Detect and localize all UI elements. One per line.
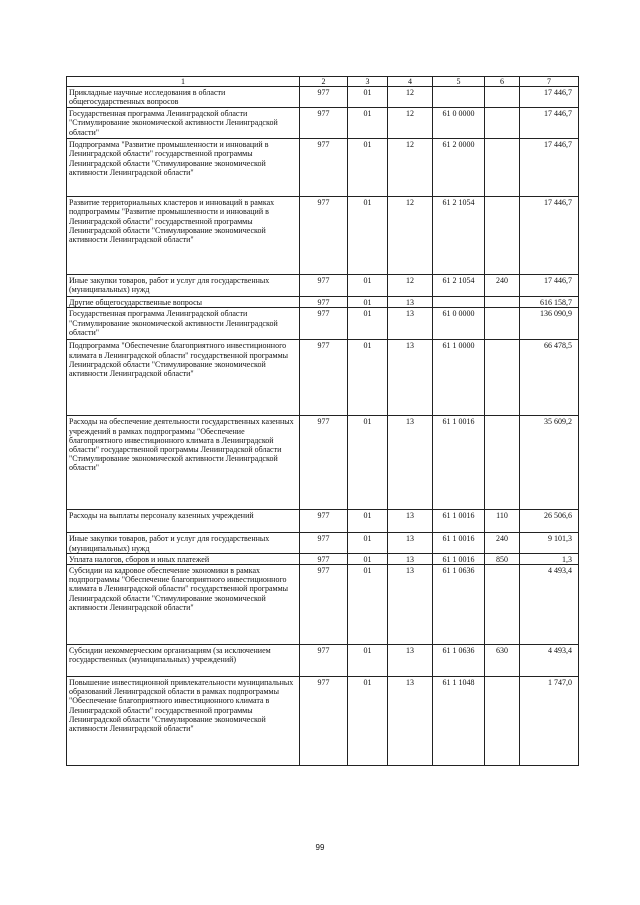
cell-section: 01	[348, 108, 388, 139]
cell-section: 01	[348, 139, 388, 197]
cell-expense	[485, 308, 520, 340]
cell-name: Другие общегосударственные вопросы	[67, 297, 300, 308]
cell-ministry: 977	[300, 139, 348, 197]
cell-amount: 1 747,0	[520, 677, 579, 766]
cell-target: 61 0 0000	[433, 308, 485, 340]
cell-target: 61 2 1054	[433, 275, 485, 297]
cell-section: 01	[348, 197, 388, 275]
cell-target: 61 1 0016	[433, 533, 485, 553]
cell-expense	[485, 565, 520, 645]
cell-section: 01	[348, 565, 388, 645]
table-row	[67, 87, 579, 108]
cell-name: Субсидии на кадровое обеспечение экономики в рамках подпрограммы "Обеспечение благоприятного инвестиционного климата в Ленинградской области" государственной программы Ленинградской области "Стимулирование экономической активности Ленинградской области"	[67, 565, 300, 645]
cell-expense: 240	[485, 275, 520, 297]
cell-section: 01	[348, 416, 388, 510]
table-row	[67, 340, 579, 416]
cell-name: Иные закупки товаров, работ и услуг для государственных (муниципальных) нужд	[67, 533, 300, 553]
page-number: 99	[315, 843, 325, 852]
cell-amount: 66 478,5	[520, 340, 579, 416]
table-row	[67, 645, 579, 677]
cell-target: 61 2 1054	[433, 197, 485, 275]
cell-target: 61 2 0000	[433, 139, 485, 197]
cell-amount: 35 609,2	[520, 416, 579, 510]
cell-expense	[485, 297, 520, 308]
cell-ministry: 977	[300, 510, 348, 533]
cell-section: 01	[348, 87, 388, 108]
table-row	[67, 553, 579, 564]
cell-target: 61 1 0016	[433, 553, 485, 564]
cell-subsection: 13	[388, 565, 433, 645]
cell-subsection: 12	[388, 197, 433, 275]
cell-ministry: 977	[300, 275, 348, 297]
cell-section: 01	[348, 510, 388, 533]
cell-name: Субсидии некоммерческим организациям (за исключением государственных (муниципальных) учреждений)	[67, 645, 300, 677]
cell-name: Подпрограмма "Развитие промышленности и инноваций в Ленинградской области" государственной программы Ленинградской области "Стимулирование экономической активности Ленинградской области"	[67, 139, 300, 197]
budget-table	[66, 76, 579, 766]
cell-section: 01	[348, 275, 388, 297]
cell-subsection: 13	[388, 308, 433, 340]
cell-name: Уплата налогов, сборов и иных платежей	[67, 553, 300, 564]
cell-amount: 17 446,7	[520, 87, 579, 108]
cell-ministry: 977	[300, 87, 348, 108]
cell-amount: 136 090,9	[520, 308, 579, 340]
cell-subsection: 12	[388, 139, 433, 197]
cell-expense: 630	[485, 645, 520, 677]
cell-subsection: 12	[388, 108, 433, 139]
cell-subsection: 13	[388, 677, 433, 766]
cell-section: 01	[348, 297, 388, 308]
cell-expense	[485, 340, 520, 416]
cell-target: 61 1 0636	[433, 565, 485, 645]
col-header-subsection: 4	[388, 77, 433, 87]
cell-ministry: 977	[300, 297, 348, 308]
cell-name: Государственная программа Ленинградской области "Стимулирование экономической активности Ленинградской области"	[67, 108, 300, 139]
col-header-ministry: 2	[300, 77, 348, 87]
cell-amount: 17 446,7	[520, 197, 579, 275]
cell-subsection: 13	[388, 553, 433, 564]
cell-expense: 110	[485, 510, 520, 533]
cell-subsection: 12	[388, 275, 433, 297]
cell-ministry: 977	[300, 677, 348, 766]
cell-expense	[485, 87, 520, 108]
table-row	[67, 297, 579, 308]
cell-target: 61 1 0636	[433, 645, 485, 677]
cell-ministry: 977	[300, 645, 348, 677]
cell-target	[433, 87, 485, 108]
cell-name: Иные закупки товаров, работ и услуг для государственных (муниципальных) нужд	[67, 275, 300, 297]
table-row	[67, 677, 579, 766]
cell-name: Прикладные научные исследования в области общегосударственных вопросов	[67, 87, 300, 108]
cell-ministry: 977	[300, 197, 348, 275]
cell-target: 61 1 0016	[433, 510, 485, 533]
cell-subsection: 13	[388, 297, 433, 308]
cell-target: 61 0 0000	[433, 108, 485, 139]
cell-amount: 17 446,7	[520, 108, 579, 139]
cell-target: 61 1 1048	[433, 677, 485, 766]
cell-section: 01	[348, 533, 388, 553]
col-header-section: 3	[348, 77, 388, 87]
cell-name: Расходы на выплаты персоналу казенных учреждений	[67, 510, 300, 533]
table-row	[67, 565, 579, 645]
col-header-amount: 7	[520, 77, 579, 87]
cell-expense: 240	[485, 533, 520, 553]
cell-expense	[485, 139, 520, 197]
cell-subsection: 13	[388, 510, 433, 533]
cell-name: Государственная программа Ленинградской области "Стимулирование экономической активности Ленинградской области"	[67, 308, 300, 340]
cell-name: Развитие территориальных кластеров и инноваций в рамках подпрограммы "Развитие промышленности и инноваций в Ленинградской области" государственной программы Ленинградской области "Стимулирование экономической активности Ленинградской области"	[67, 197, 300, 275]
table-row	[67, 139, 579, 197]
col-header-expense: 6	[485, 77, 520, 87]
table-row	[67, 510, 579, 533]
table-row	[67, 416, 579, 510]
cell-expense: 850	[485, 553, 520, 564]
cell-amount: 4 493,4	[520, 565, 579, 645]
cell-name: Повышение инвестиционной привлекательности муниципальных образований Ленинградской области в рамках подпрограммы "Обеспечение благоприятного инвестиционного климата в Ленинградской области" государственной программы Ленинградской области "Стимулирование экономической активности Ленинградской области"	[67, 677, 300, 766]
cell-amount: 17 446,7	[520, 139, 579, 197]
cell-amount: 17 446,7	[520, 275, 579, 297]
cell-amount: 1,3	[520, 553, 579, 564]
header-row	[67, 77, 579, 87]
cell-subsection: 13	[388, 645, 433, 677]
cell-ministry: 977	[300, 565, 348, 645]
table-row	[67, 108, 579, 139]
cell-target: 61 1 0016	[433, 416, 485, 510]
cell-section: 01	[348, 677, 388, 766]
col-header-name: 1	[67, 77, 300, 87]
cell-ministry: 977	[300, 308, 348, 340]
cell-expense	[485, 416, 520, 510]
cell-section: 01	[348, 645, 388, 677]
cell-target	[433, 297, 485, 308]
cell-subsection: 13	[388, 533, 433, 553]
cell-subsection: 13	[388, 416, 433, 510]
cell-amount: 616 158,7	[520, 297, 579, 308]
cell-ministry: 977	[300, 340, 348, 416]
cell-section: 01	[348, 553, 388, 564]
cell-section: 01	[348, 308, 388, 340]
cell-amount: 26 506,6	[520, 510, 579, 533]
col-header-target: 5	[433, 77, 485, 87]
cell-ministry: 977	[300, 416, 348, 510]
cell-expense	[485, 677, 520, 766]
cell-expense	[485, 108, 520, 139]
table-row	[67, 533, 579, 553]
table-row	[67, 308, 579, 340]
table-row	[67, 197, 579, 275]
table-row	[67, 275, 579, 297]
cell-target: 61 1 0000	[433, 340, 485, 416]
cell-ministry: 977	[300, 553, 348, 564]
cell-expense	[485, 197, 520, 275]
cell-section: 01	[348, 340, 388, 416]
cell-ministry: 977	[300, 533, 348, 553]
cell-subsection: 12	[388, 87, 433, 108]
cell-amount: 9 101,3	[520, 533, 579, 553]
cell-amount: 4 493,4	[520, 645, 579, 677]
cell-name: Подпрограмма "Обеспечение благоприятного инвестиционного климата в Ленинградской области" государственной программы Ленинградской области "Стимулирование экономической активности Ленинградской области"	[67, 340, 300, 416]
cell-ministry: 977	[300, 108, 348, 139]
cell-name: Расходы на обеспечение деятельности государственных казенных учреждений в рамках подпрограммы "Обеспечение благоприятного инвестиционного климата в Ленинградской области" государственной программы Ленинградской области "Стимулирование экономической активности Ленинградской области"	[67, 416, 300, 510]
cell-subsection: 13	[388, 340, 433, 416]
